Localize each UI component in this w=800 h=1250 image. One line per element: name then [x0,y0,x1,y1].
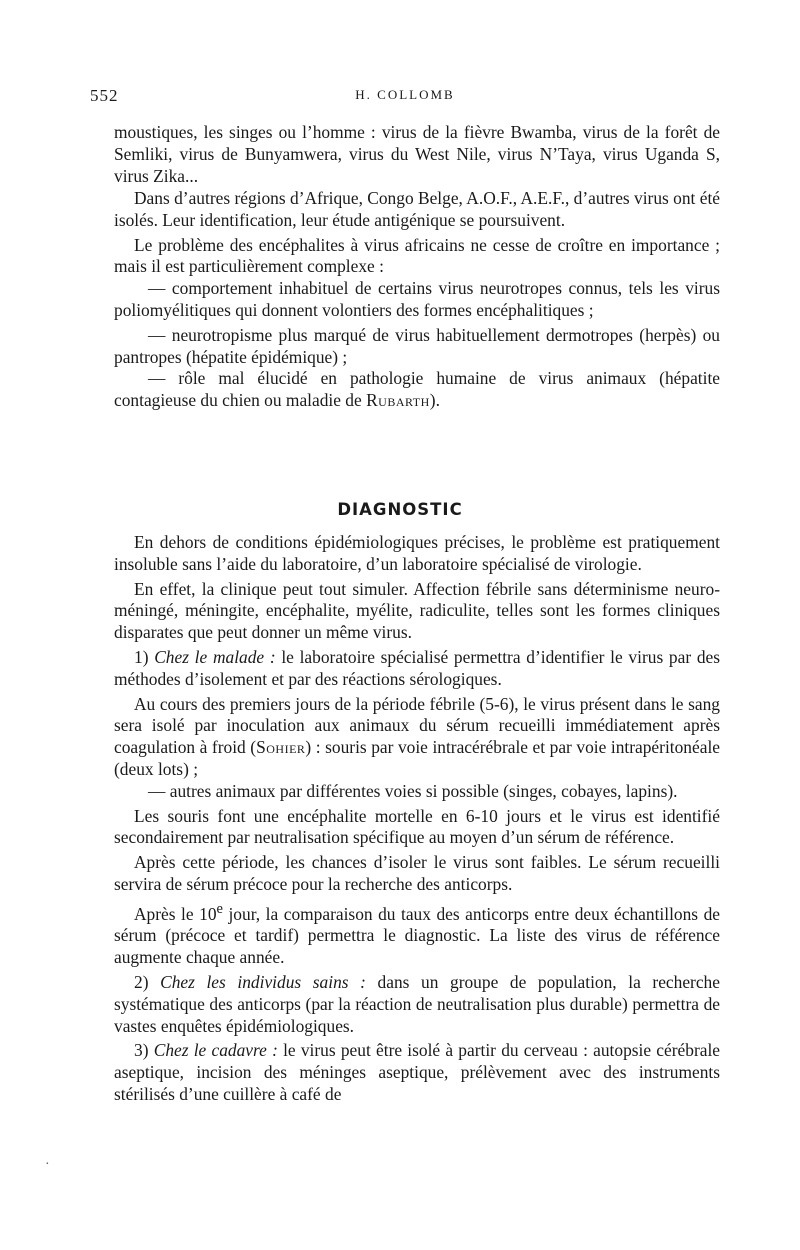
paragraph [114,899,720,969]
running-head [90,86,720,110]
paragraph: Les souris font une encéphalite mortelle en 6-10 jours et le virus est identifié secondairement par neutralisation spécifique au moyen d’un sérum de référence. [114,805,720,848]
item-number: 1) [134,646,155,667]
author-name: Rubarth [366,390,430,411]
paragraph [114,647,720,691]
paragraph-text: ) : souris par voie intracérébrale et par voie intrapéritonéale (deux lots) ; [114,737,720,779]
paragraph [114,694,720,781]
italic-label: Chez le malade : [154,646,276,667]
list-item: — neurotropisme plus marqué de virus habituellement dermotropes (herpès) ou pantropes (hépatite épidémique) ; [114,324,720,367]
paragraph-text: Au cours des premiers jours de la période fébrile (5-6), le virus présent dans le sang sera isolé par inoculation aux animaux du sérum recueilli immédiatement après coagulation à froid ( [114,693,720,758]
list-item-text: ). [429,390,440,411]
paragraph-text: jour, la comparaison du taux des anticorps entre deux échantillons de sérum (précoce et tardif) permettra le diagnostic. La liste des virus de référence augmente chaque année. [114,903,720,968]
paragraph: Le problème des encéphalites à virus africains ne cesse de croître en importance ; mais il est particulièrement complexe : [114,234,720,277]
item-number: 2) [134,971,161,992]
paragraph: Après cette période, les chances d’isoler le virus sont faibles. Le sérum recueilli servira de sérum précoce pour la recherche des anticorps. [114,852,720,894]
paragraph-text: Après le 10 [134,903,217,924]
paragraph: moustiques, les singes ou l’homme : virus de la fièvre Bwamba, virus de la forêt de Semliki, virus de Bunyamwera, virus du West Nile, virus N’Taya, virus Uganda S, virus Zika... [114,122,720,186]
margin-mark: · [45,1157,50,1172]
diagnostic-section [114,532,720,1106]
list-item-text: — rôle mal élucidé en pathologie humaine de virus animaux (hépatite contagieuse du chien ou maladie de [114,368,720,411]
opening-paragraph-block [114,122,720,187]
paragraph: En dehors de conditions épidémiologiques précises, le problème est pratiquement insoluble sans l’aide du laboratoire, d’un laboratoire spécialisé de virologie. [114,532,720,574]
list-item: — autres animaux par différentes voies si possible (singes, cobayes, lapins). [148,780,678,801]
italic-label: Chez le cadavre : [153,1040,278,1061]
paragraph: Dans d’autres régions d’Afrique, Congo Belge, A.O.F., A.E.F., d’autres virus ont été isolés. Leur identification, leur étude antigénique se poursuivent. [114,188,720,230]
item-number: 3) [134,1040,154,1061]
list-item [114,368,720,412]
section-heading: DIAGNOSTIC [337,500,463,519]
page-number: 552 [90,86,119,105]
ordinal-superscript: e [216,900,223,917]
list-item: — comportement inhabituel de certains virus neurotropes connus, tels les virus poliomyélitiques qui donnent volontiers des formes encéphalitiques ; [114,278,720,320]
author-name: Sohier [256,737,306,758]
running-author: H. COLLOMB [355,87,455,102]
italic-label: Chez les individus sains : [160,971,366,992]
paragraph [114,1040,720,1105]
paragraph [114,972,720,1037]
paragraph-text: le laboratoire spécialisé permettra d’identifier le virus par des méthodes d’isolement et par des réactions sérologiques. [114,646,720,689]
paragraph: En effet, la clinique peut tout simuler. Affection fébrile sans déterminisme neuro-méningé, méningite, encéphalite, myélite, radiculite, telles sont les formes cliniques disparates que peut donner un même virus. [114,578,720,643]
paragraph-text: le virus peut être isolé à partir du cerveau : autopsie cérébrale aseptique, incision des méninges aseptique, prélèvement avec des instruments stérilisés d’une cuillère à café de [114,1040,721,1104]
paragraph-block [114,188,720,412]
paragraph-text: dans un groupe de population, la recherche systématique des anticorps (par la réaction de neutralisation plus durable) permettra de vastes enquêtes épidémiologiques. [114,971,720,1036]
